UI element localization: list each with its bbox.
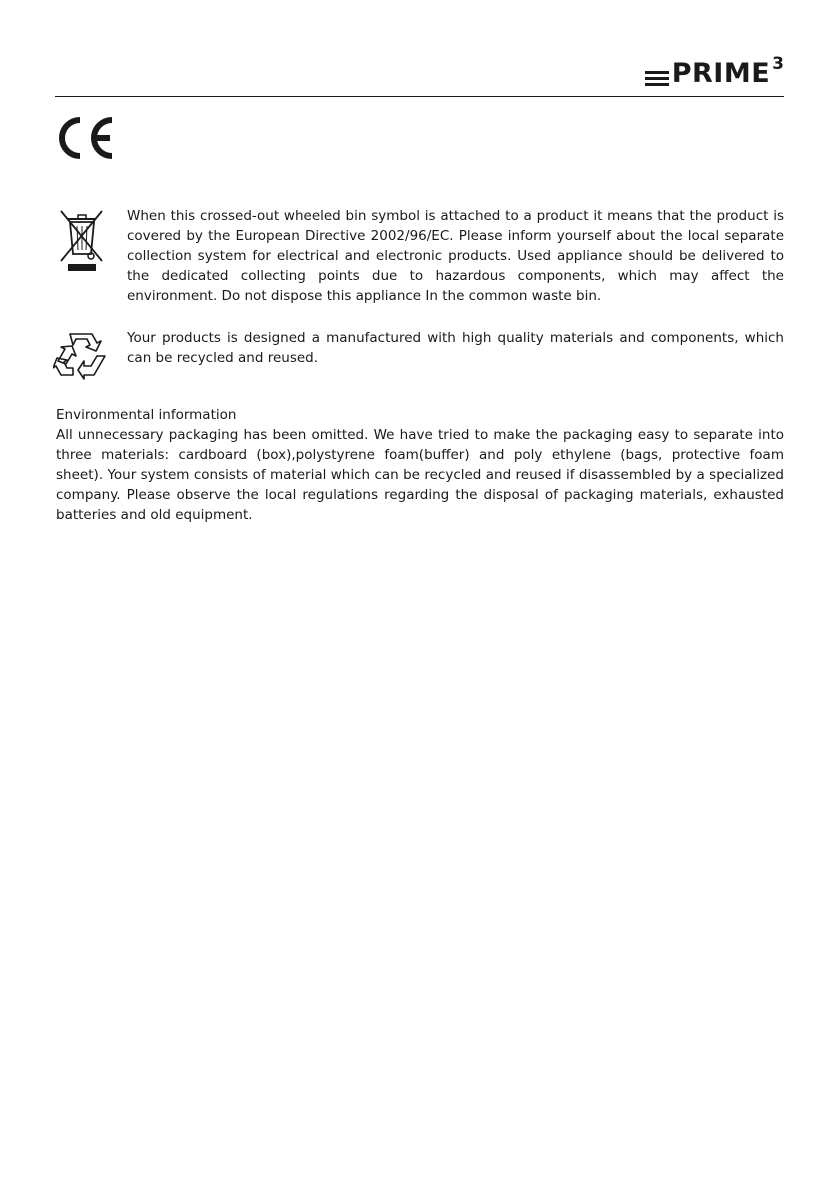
logo-superscript: 3 — [772, 54, 784, 74]
crossed-out-wheeled-bin-icon — [56, 206, 108, 276]
logo-text: PRIME — [671, 58, 771, 89]
environment-heading: Environmental information — [56, 407, 237, 423]
recycle-arrows-icon — [53, 326, 109, 386]
brand-logo — [645, 54, 784, 90]
header-divider — [55, 96, 784, 97]
recycle-paragraph: Your products is designed a manufactured with high quality materials and components, which can be recycled and reused. — [127, 330, 784, 366]
logo-bars-icon — [645, 71, 669, 89]
ce-mark-icon — [54, 115, 116, 165]
environment-paragraph: All unnecessary packaging has been omitted. We have tried to make the packaging easy to separate into three materials: cardboard (box),polystyrene foam(buffer) and poly ethylene (bags, protective foam sheet). Your system consists of material which can be recycled and reused if disassembled by a specialized company. Please observe the local regulations regarding the disposal of packaging materials, exhausted batteries and old equipment. — [56, 427, 784, 523]
weee-paragraph: When this crossed-out wheeled bin symbol is attached to a product it means that the product is covered by the European Directive 2002/96/EC. Please inform yourself about the local separate collection system for electrical and electronic products. Used appliance should be delivered to the dedicated collecting points due to hazardous components, which may affect the environment. Do not dispose this appliance In the common waste bin. — [127, 208, 784, 304]
